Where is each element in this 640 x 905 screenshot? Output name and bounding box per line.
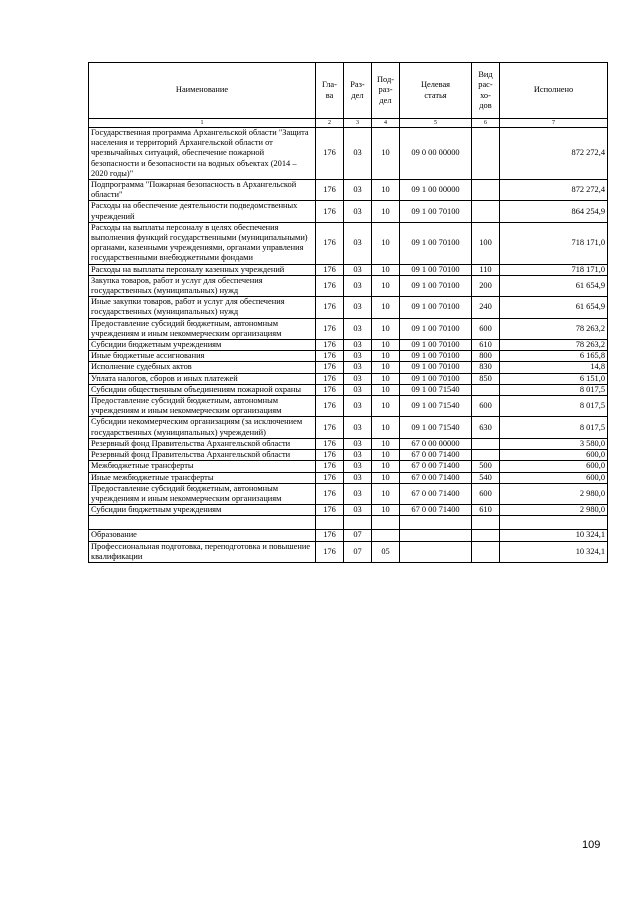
cell-name: Иные закупки товаров, работ и услуг для обеспечения государственных (муниципальных) нужд bbox=[89, 297, 316, 318]
cell-chapter: 176 bbox=[316, 128, 344, 180]
cell-type: 500 bbox=[472, 461, 500, 472]
cell-target: 67 0 00 71400 bbox=[400, 505, 472, 516]
cell-type: 600 bbox=[472, 396, 500, 417]
cell-subsection: 10 bbox=[372, 384, 400, 395]
table-row bbox=[89, 541, 608, 562]
cell-amount: 2 980,0 bbox=[500, 483, 608, 504]
cell-target: 09 1 00 71540 bbox=[400, 396, 472, 417]
cell-chapter: 176 bbox=[316, 201, 344, 222]
cell-name: Расходы на выплаты персоналу казенных учреждений bbox=[89, 264, 316, 275]
header-row bbox=[89, 63, 608, 119]
table-row bbox=[89, 318, 608, 339]
cell-type: 800 bbox=[472, 351, 500, 362]
cell-section: 03 bbox=[344, 417, 372, 438]
table-row bbox=[89, 450, 608, 461]
cell-name: Межбюджетные трансферты bbox=[89, 461, 316, 472]
index-cell: 5 bbox=[400, 119, 472, 128]
cell-section: 03 bbox=[344, 128, 372, 180]
cell-section: 03 bbox=[344, 483, 372, 504]
cell-subsection: 10 bbox=[372, 180, 400, 201]
table-row bbox=[89, 340, 608, 351]
cell-type: 600 bbox=[472, 318, 500, 339]
cell-target: 67 0 00 71400 bbox=[400, 461, 472, 472]
cell-chapter: 176 bbox=[316, 264, 344, 275]
cell-amount: 78 263,2 bbox=[500, 318, 608, 339]
cell-chapter: 176 bbox=[316, 530, 344, 541]
cell-subsection: 10 bbox=[372, 340, 400, 351]
cell-target: 09 1 00 70100 bbox=[400, 222, 472, 264]
header-subsection: Под- раз- дел bbox=[372, 63, 400, 119]
table-row bbox=[89, 483, 608, 504]
cell-type: 610 bbox=[472, 340, 500, 351]
budget-table bbox=[88, 62, 608, 563]
cell-name: Иные межбюджетные трансферты bbox=[89, 472, 316, 483]
cell-chapter: 176 bbox=[316, 384, 344, 395]
cell-type: 850 bbox=[472, 373, 500, 384]
table-row bbox=[89, 530, 608, 541]
header-target: Целевая статья bbox=[400, 63, 472, 119]
cell-subsection: 10 bbox=[372, 128, 400, 180]
cell-chapter: 176 bbox=[316, 275, 344, 296]
cell-name: Расходы на обеспечение деятельности подведомственных учреждений bbox=[89, 201, 316, 222]
cell-type bbox=[472, 128, 500, 180]
cell-chapter: 176 bbox=[316, 417, 344, 438]
cell-subsection: 10 bbox=[372, 373, 400, 384]
empty-cell bbox=[500, 516, 608, 530]
cell-name: Иные бюджетные ассигнования bbox=[89, 351, 316, 362]
cell-name: Предоставление субсидий бюджетным, автономным учреждениям и иным некоммерческим организациям bbox=[89, 483, 316, 504]
cell-target: 67 0 00 00000 bbox=[400, 438, 472, 449]
cell-target: 09 1 00 70100 bbox=[400, 275, 472, 296]
cell-section: 03 bbox=[344, 264, 372, 275]
cell-section: 03 bbox=[344, 275, 372, 296]
table-row bbox=[89, 275, 608, 296]
cell-amount: 8 017,5 bbox=[500, 417, 608, 438]
cell-chapter: 176 bbox=[316, 340, 344, 351]
empty-cell bbox=[400, 516, 472, 530]
cell-subsection: 10 bbox=[372, 318, 400, 339]
cell-type bbox=[472, 530, 500, 541]
cell-section: 03 bbox=[344, 340, 372, 351]
cell-section: 03 bbox=[344, 318, 372, 339]
empty-cell bbox=[89, 516, 316, 530]
cell-amount: 8 017,5 bbox=[500, 396, 608, 417]
cell-chapter: 176 bbox=[316, 318, 344, 339]
table-row bbox=[89, 297, 608, 318]
cell-name: Субсидии общественным объединениям пожарной охраны bbox=[89, 384, 316, 395]
table-row bbox=[89, 180, 608, 201]
cell-subsection: 10 bbox=[372, 396, 400, 417]
cell-chapter: 176 bbox=[316, 373, 344, 384]
cell-section: 03 bbox=[344, 438, 372, 449]
cell-amount: 718 171,0 bbox=[500, 264, 608, 275]
cell-chapter: 176 bbox=[316, 396, 344, 417]
cell-subsection: 10 bbox=[372, 275, 400, 296]
cell-amount: 61 654,9 bbox=[500, 275, 608, 296]
cell-amount: 78 263,2 bbox=[500, 340, 608, 351]
cell-name: Субсидии бюджетным учреждениям bbox=[89, 505, 316, 516]
cell-amount: 718 171,0 bbox=[500, 222, 608, 264]
cell-section: 03 bbox=[344, 373, 372, 384]
index-cell: 1 bbox=[89, 119, 316, 128]
cell-name: Резервный фонд Правительства Архангельской области bbox=[89, 438, 316, 449]
cell-subsection: 10 bbox=[372, 351, 400, 362]
cell-amount: 6 165,8 bbox=[500, 351, 608, 362]
cell-type: 100 bbox=[472, 222, 500, 264]
empty-cell bbox=[344, 516, 372, 530]
cell-target: 09 1 00 71540 bbox=[400, 417, 472, 438]
cell-amount: 61 654,9 bbox=[500, 297, 608, 318]
cell-name: Образование bbox=[89, 530, 316, 541]
cell-amount: 3 580,0 bbox=[500, 438, 608, 449]
cell-subsection bbox=[372, 530, 400, 541]
cell-subsection: 10 bbox=[372, 461, 400, 472]
empty-cell bbox=[472, 516, 500, 530]
cell-chapter: 176 bbox=[316, 483, 344, 504]
cell-name: Подпрограмма "Пожарная безопасность в Архангельской области" bbox=[89, 180, 316, 201]
table-row bbox=[89, 373, 608, 384]
table-row bbox=[89, 438, 608, 449]
cell-name: Уплата налогов, сборов и иных платежей bbox=[89, 373, 316, 384]
table-row bbox=[89, 351, 608, 362]
cell-subsection: 10 bbox=[372, 417, 400, 438]
cell-target: 67 0 00 71400 bbox=[400, 483, 472, 504]
cell-type bbox=[472, 450, 500, 461]
cell-subsection: 05 bbox=[372, 541, 400, 562]
cell-section: 03 bbox=[344, 505, 372, 516]
cell-name: Субсидии бюджетным учреждениям bbox=[89, 340, 316, 351]
spacer-row bbox=[89, 516, 608, 530]
cell-section: 03 bbox=[344, 396, 372, 417]
cell-chapter: 176 bbox=[316, 461, 344, 472]
index-cell: 3 bbox=[344, 119, 372, 128]
cell-amount: 872 272,4 bbox=[500, 180, 608, 201]
index-cell: 4 bbox=[372, 119, 400, 128]
cell-target: 67 0 00 71400 bbox=[400, 472, 472, 483]
header-section: Раз- дел bbox=[344, 63, 372, 119]
table-row bbox=[89, 264, 608, 275]
cell-subsection: 10 bbox=[372, 438, 400, 449]
cell-name: Предоставление субсидий бюджетным, автономным учреждениям и иным некоммерческим организациям bbox=[89, 396, 316, 417]
cell-name: Резервный фонд Правительства Архангельской области bbox=[89, 450, 316, 461]
cell-target: 09 1 00 70100 bbox=[400, 318, 472, 339]
table-row bbox=[89, 461, 608, 472]
cell-subsection: 10 bbox=[372, 450, 400, 461]
cell-chapter: 176 bbox=[316, 222, 344, 264]
header-chapter: Гла- ва bbox=[316, 63, 344, 119]
cell-subsection: 10 bbox=[372, 297, 400, 318]
cell-section: 03 bbox=[344, 461, 372, 472]
cell-name: Расходы на выплаты персоналу в целях обеспечения выполнения функций государственными (муниципальными) органами, казенными учреждениями, органами управления государственными внебюджетными фондами bbox=[89, 222, 316, 264]
cell-target: 09 1 00 70100 bbox=[400, 264, 472, 275]
cell-target bbox=[400, 541, 472, 562]
cell-amount: 600,0 bbox=[500, 472, 608, 483]
cell-amount: 10 324,1 bbox=[500, 541, 608, 562]
cell-type bbox=[472, 438, 500, 449]
cell-type: 630 bbox=[472, 417, 500, 438]
cell-chapter: 176 bbox=[316, 541, 344, 562]
cell-target: 09 1 00 00000 bbox=[400, 180, 472, 201]
cell-name: Предоставление субсидий бюджетным, автономным учреждениям и иным некоммерческим организациям bbox=[89, 318, 316, 339]
cell-type: 830 bbox=[472, 362, 500, 373]
cell-target: 09 1 00 70100 bbox=[400, 351, 472, 362]
cell-chapter: 176 bbox=[316, 362, 344, 373]
cell-target: 09 1 00 70100 bbox=[400, 297, 472, 318]
cell-section: 03 bbox=[344, 222, 372, 264]
index-cell: 2 bbox=[316, 119, 344, 128]
empty-cell bbox=[316, 516, 344, 530]
cell-amount: 10 324,1 bbox=[500, 530, 608, 541]
header-name: Наименование bbox=[89, 63, 316, 119]
table-row bbox=[89, 472, 608, 483]
cell-target: 09 1 00 70100 bbox=[400, 201, 472, 222]
cell-amount: 14,8 bbox=[500, 362, 608, 373]
table-row bbox=[89, 128, 608, 180]
cell-name: Закупка товаров, работ и услуг для обеспечения государственных (муниципальных) нужд bbox=[89, 275, 316, 296]
cell-amount: 600,0 bbox=[500, 461, 608, 472]
cell-target: 09 1 00 70100 bbox=[400, 340, 472, 351]
cell-chapter: 176 bbox=[316, 472, 344, 483]
table-row bbox=[89, 396, 608, 417]
cell-type bbox=[472, 201, 500, 222]
cell-subsection: 10 bbox=[372, 505, 400, 516]
cell-target: 67 0 00 71400 bbox=[400, 450, 472, 461]
table-row bbox=[89, 362, 608, 373]
table-row bbox=[89, 222, 608, 264]
cell-target: 09 1 00 70100 bbox=[400, 373, 472, 384]
cell-target: 09 0 00 00000 bbox=[400, 128, 472, 180]
cell-amount: 2 980,0 bbox=[500, 505, 608, 516]
cell-name: Субсидии некоммерческим организациям (за исключением государственных (муниципальных) учреждений) bbox=[89, 417, 316, 438]
cell-amount: 8 017,5 bbox=[500, 384, 608, 395]
cell-subsection: 10 bbox=[372, 264, 400, 275]
cell-chapter: 176 bbox=[316, 297, 344, 318]
index-cell: 7 bbox=[500, 119, 608, 128]
cell-subsection: 10 bbox=[372, 483, 400, 504]
cell-type: 110 bbox=[472, 264, 500, 275]
cell-type: 240 bbox=[472, 297, 500, 318]
cell-subsection: 10 bbox=[372, 472, 400, 483]
cell-type: 600 bbox=[472, 483, 500, 504]
table-row bbox=[89, 505, 608, 516]
header-type: Вид рас- хо- дов bbox=[472, 63, 500, 119]
cell-type bbox=[472, 541, 500, 562]
cell-subsection: 10 bbox=[372, 201, 400, 222]
cell-chapter: 176 bbox=[316, 438, 344, 449]
index-cell: 6 bbox=[472, 119, 500, 128]
cell-target: 09 1 00 70100 bbox=[400, 362, 472, 373]
table-row bbox=[89, 417, 608, 438]
cell-chapter: 176 bbox=[316, 351, 344, 362]
table-row bbox=[89, 201, 608, 222]
cell-type bbox=[472, 384, 500, 395]
cell-section: 03 bbox=[344, 362, 372, 373]
cell-section: 03 bbox=[344, 201, 372, 222]
cell-amount: 872 272,4 bbox=[500, 128, 608, 180]
cell-section: 03 bbox=[344, 472, 372, 483]
cell-subsection: 10 bbox=[372, 362, 400, 373]
cell-type: 610 bbox=[472, 505, 500, 516]
cell-amount: 6 151,0 bbox=[500, 373, 608, 384]
table-row bbox=[89, 384, 608, 395]
cell-type: 200 bbox=[472, 275, 500, 296]
cell-section: 03 bbox=[344, 180, 372, 201]
cell-section: 03 bbox=[344, 351, 372, 362]
cell-section: 07 bbox=[344, 530, 372, 541]
cell-chapter: 176 bbox=[316, 505, 344, 516]
cell-subsection: 10 bbox=[372, 222, 400, 264]
cell-amount: 864 254,9 bbox=[500, 201, 608, 222]
cell-target bbox=[400, 530, 472, 541]
cell-section: 03 bbox=[344, 384, 372, 395]
cell-name: Исполнение судебных актов bbox=[89, 362, 316, 373]
cell-target: 09 1 00 71540 bbox=[400, 384, 472, 395]
cell-type: 540 bbox=[472, 472, 500, 483]
cell-chapter: 176 bbox=[316, 180, 344, 201]
cell-section: 07 bbox=[344, 541, 372, 562]
index-row bbox=[89, 119, 608, 128]
cell-type bbox=[472, 180, 500, 201]
cell-name: Государственная программа Архангельской области "Защита населения и территорий Архангельской области от чрезвычайных ситуаций, обеспечение пожарной безопасности и безопасности на водных объектах (2014 – 2020 годы)" bbox=[89, 128, 316, 180]
page-number: 109 bbox=[582, 839, 601, 851]
cell-name: Профессиональная подготовка, переподготовка и повышение квалификации bbox=[89, 541, 316, 562]
table-body bbox=[89, 128, 608, 563]
cell-amount: 600,0 bbox=[500, 450, 608, 461]
cell-section: 03 bbox=[344, 297, 372, 318]
empty-cell bbox=[372, 516, 400, 530]
header-amount: Исполнено bbox=[500, 63, 608, 119]
cell-section: 03 bbox=[344, 450, 372, 461]
cell-chapter: 176 bbox=[316, 450, 344, 461]
